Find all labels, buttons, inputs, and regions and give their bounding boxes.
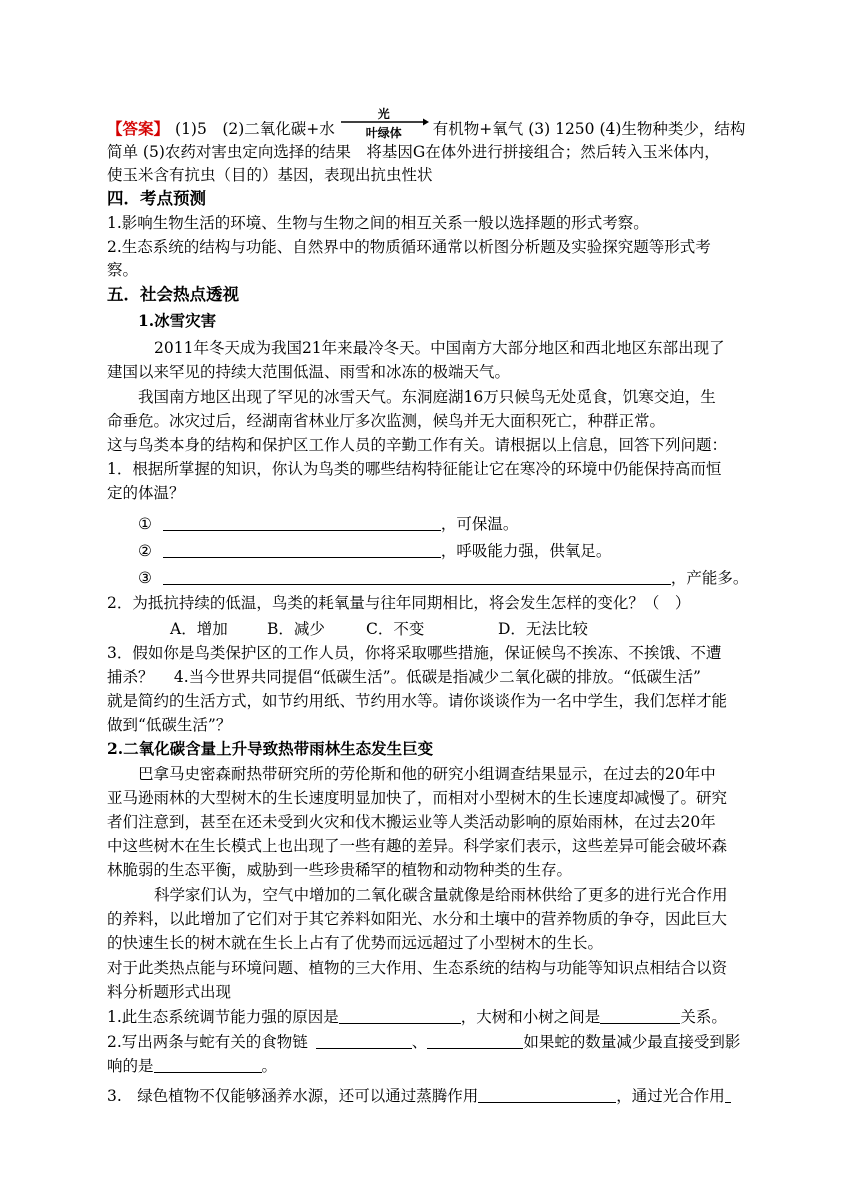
- question-3a: 3．假如你是鸟类保护区的工作人员，你将采取哪些措施，保证候鸟不挨冻、不挨饿、不遭: [107, 644, 722, 662]
- blank-2-tail: ，呼吸能力强，供氧足。: [440, 542, 612, 560]
- fill-1-blank-b[interactable]: [600, 1007, 680, 1024]
- fill-2-blank-a[interactable]: [316, 1032, 412, 1049]
- blank-3-tail: ，产能多。: [670, 569, 749, 587]
- blank-1[interactable]: [163, 514, 441, 531]
- arrow-condition-light: 光: [377, 107, 390, 121]
- topic-2-para-2b: 的养料，以此增加了它们对于其它养料如阳光、水分和土壤中的营养物质的争夺，因此巨大: [107, 910, 728, 928]
- option-d[interactable]: D．无法比较: [498, 620, 588, 638]
- fill-2-text-e: 。: [261, 1057, 278, 1075]
- fill-3-blank-b[interactable]: [725, 1086, 731, 1103]
- fill-3-text-b: ，通过光合作用: [616, 1087, 725, 1105]
- fill-2-text-a: 2.写出两条与蛇有关的食物链: [107, 1033, 308, 1051]
- question-1a: 1．根据所掌握的知识，你认为鸟类的哪些结构特征能让它在寒冷的环境中仍能保持高而恒: [107, 460, 722, 478]
- section-4-point-2a: 2.生态系统的结构与功能、自然界中的物质循环通常以析图分析题及实验探究题等形式考: [107, 238, 711, 256]
- topic-1-para-1a: 2011年冬天成为我国21年来最冷冬天。中国南方大部分地区和西北地区东部出现了: [154, 339, 725, 357]
- fill-2-text-d: 响的是: [107, 1057, 154, 1075]
- topic-2-para-1c: 者们注意到，甚至在还未受到火灾和伐木搬运业等人类活动影响的原始雨林，在过去20年: [107, 813, 716, 831]
- answer-line-2: 简单 (5)农药对害虫定向选择的结果 将基因G在体外进行拼接组合；然后转入玉米体内，: [107, 143, 720, 161]
- blank-1-tail: ，可保温。: [440, 515, 519, 533]
- blank-row-2: [138, 540, 611, 562]
- topic-1-para-3: 这与鸟类本身的结构和保护区工作人员的辛勤工作有关。请根据以上信息，回答下列问题：: [107, 436, 728, 454]
- topic-2-para-1d: 中这些树木在生长模式上也出现了一些有趣的差异。科学家们表示，这些差异可能会破坏森: [107, 837, 728, 855]
- fill-1-blank-a[interactable]: [339, 1007, 461, 1024]
- blank-row-1: [138, 513, 518, 535]
- option-b[interactable]: B．减少: [267, 620, 325, 638]
- option-a[interactable]: A．增加: [170, 620, 228, 638]
- fill-1-text-b: ，大树和小树之间是: [460, 1008, 601, 1026]
- section-5-heading: 五．社会热点透视: [107, 285, 239, 304]
- blank-row-3: [138, 567, 748, 589]
- section-4-point-1: 1.影响生物生活的环境、生物与生物之间的相互关系一般以选择题的形式考察。: [107, 214, 649, 232]
- circle-num-1: ①: [138, 515, 152, 533]
- fill-2-blank-c[interactable]: [154, 1056, 262, 1073]
- answer-tag: 【答案】: [107, 119, 170, 138]
- section-4-heading: 四．考点预测: [107, 189, 206, 208]
- topic-1-title: 1.冰雪灾害: [138, 311, 217, 330]
- fill-question-2-cont: [107, 1055, 277, 1077]
- fill-1-text-a: 1.此生态系统调节能力强的原因是: [107, 1008, 339, 1026]
- fill-3-blank-a[interactable]: [478, 1086, 616, 1103]
- question-1b: 定的体温？: [107, 484, 185, 502]
- blank-3[interactable]: [163, 568, 671, 585]
- question-3c: 就是简约的生活方式，如节约用纸、节约用水等。请你谈谈作为一名中学生，我们怎样才能: [107, 692, 728, 710]
- section-4-point-2b: 察。: [107, 261, 139, 279]
- topic-2-para-1b: 亚马逊雨林的大型树木的生长速度明显加快了，而相对小型树木的生长速度却减慢了。研究: [107, 789, 728, 807]
- fill-question-3: [107, 1085, 731, 1107]
- answer-line-3: 使玉米含有抗虫（目的）基因，表现出抗虫性状: [107, 166, 433, 184]
- topic-2-para-3b: 料分析题形式出现: [107, 983, 232, 1001]
- topic-1-para-2a: 我国南方地区出现了罕见的冰雪天气。东洞庭湖16万只候鸟无处觅食，饥寒交迫，生: [138, 388, 716, 406]
- fill-question-1: [107, 1006, 727, 1028]
- answer-line-1: [107, 107, 746, 140]
- topic-2-title: 2.二氧化碳含量上升导致热带雨林生态发生巨变: [107, 739, 434, 758]
- question-3d: 做到“低碳生活”？: [107, 716, 232, 734]
- fill-2-blank-b[interactable]: [427, 1032, 523, 1049]
- option-c[interactable]: C．不变: [366, 620, 425, 638]
- topic-2-para-3a: 对于此类热点能与环境问题、植物的三大作用、生态系统的结构与功能等知识点相结合以资: [107, 959, 728, 977]
- reaction-arrow: [339, 107, 429, 140]
- topic-2-para-1a: 巴拿马史密森耐热带研究所的劳伦斯和他的研究小组调查结果显示，在过去的20年中: [138, 765, 716, 783]
- question-2: 2．为抵抗持续的低温，鸟类的耗氧量与往年同期相比，将会发生怎样的变化？（ ）: [107, 594, 691, 612]
- blank-2[interactable]: [163, 541, 441, 558]
- fill-2-text-c: 如果蛇的数量减少最直接受到影: [523, 1033, 741, 1051]
- answer-text-a: (1)5 (2)二氧化碳+水: [175, 120, 335, 138]
- topic-2-para-2c: 的快速生长的树木就在生长上占有了优势而远远超过了小型树木的生长。: [107, 934, 604, 952]
- fill-3-text-a: 3. 绿色植物不仅能够涵养水源，还可以通过蒸腾作用: [107, 1087, 479, 1105]
- answer-text-b: 有机物+氧气 (3) 1250 (4)生物种类少，结构: [432, 120, 746, 138]
- topic-2-para-1e: 林脆弱的生态平衡，威胁到一些珍贵稀罕的植物和动物种类的生存。: [107, 861, 573, 879]
- circle-num-3: ③: [138, 569, 152, 587]
- topic-1-para-1b: 建国以来罕见的持续大范围低温、雨雪和冰冻的极端天气。: [107, 363, 511, 381]
- topic-2-para-2a: 科学家们认为，空气中增加的二氧化碳含量就像是给雨林供给了更多的进行光合作用: [154, 886, 728, 904]
- arrow-condition-chloroplast: 叶绿体: [365, 126, 402, 140]
- fill-1-text-c: 关系。: [680, 1008, 727, 1026]
- fill-2-text-b: 、: [411, 1033, 428, 1051]
- fill-question-2: [107, 1031, 740, 1053]
- topic-1-para-2b: 命垂危。冰灾过后，经湖南省林业厅多次监测，候鸟并无大面积死亡，种群正常。: [107, 412, 666, 430]
- circle-num-2: ②: [138, 542, 152, 560]
- question-3b: 捕杀？ 4.当今世界共同提倡“低碳生活”。低碳是指减少二氧化碳的排放。“低碳生活”: [107, 668, 701, 686]
